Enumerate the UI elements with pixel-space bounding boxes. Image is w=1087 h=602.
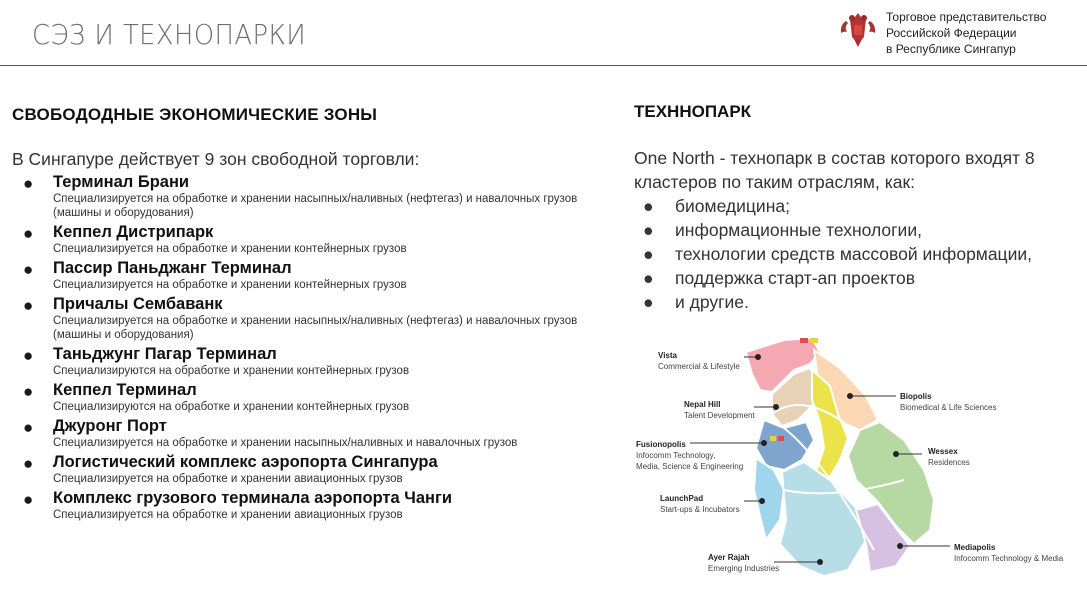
map-label-nepal: Nepal Hill [684,400,721,409]
bullet-icon: ● [23,174,34,193]
zone-name: Кеппел Терминал [53,381,197,399]
org-line-1: Торговое представительство [886,10,1047,24]
zone-desc: Специализируется на обработке и хранении насыпных/наливных (нефтегаз) и навалочных грузов (машины и оборудования) [53,193,578,219]
bullet-icon: ● [643,220,654,240]
building-icon [810,338,818,343]
zone-item [12,381,612,414]
page-title: СЭЗ И ТЕХНОПАРКИ [32,18,307,51]
bullet-icon: ● [643,244,654,264]
cluster-label: поддержка старт-ап проектов [675,268,915,288]
map-label-vista: Vista [658,351,677,360]
bullet-icon: ● [643,292,654,312]
zone-item [12,345,612,378]
bullet-icon: ● [23,382,34,401]
map-sub-mediapolis: Infocomm Technology & Media [954,554,1064,563]
zone-name: Пассир Паньджанг Терминал [53,259,292,277]
bullet-icon: ● [23,490,34,509]
zone-name: Логистический комплекс аэропорта Сингапура [53,453,438,471]
zone-desc: Специализируется на обработке и хранении насыпных/наливных (нефтегаз) и навалочных грузов (машины и оборудования) [53,315,578,341]
district-ayer [780,462,866,576]
zone-item [12,489,612,522]
district-launchpad [754,458,784,540]
technopark-intro: One North - технопарк в состав которого входят 8 кластеров по таким отраслям, как: [634,148,1035,192]
bullet-icon: ● [23,418,34,437]
cluster-item [634,266,1074,290]
map-sub-fusionopolis: Infocomm Technology, Media, Science & Engineering [636,451,744,471]
cluster-item [634,218,1074,242]
map-label-fusionopolis: Fusionopolis [636,440,686,449]
map-sub-wessex: Residences [928,458,970,467]
zone-desc: Специализируются на обработке и хранении контейнерных грузов [53,401,410,413]
map-label-launchpad: LaunchPad [660,494,704,503]
building-icon [770,436,776,441]
cluster-item [634,290,1074,314]
zone-name: Комплекс грузового терминала аэропорта Чанги [53,489,453,507]
zone-desc: Специализируется на обработке и хранении насыпных/наливных и навалочных грузов [53,437,518,449]
technopark-section [634,102,1074,314]
zone-item [12,295,612,342]
zone-name: Терминал Брани [53,173,190,191]
zone-item [12,417,612,450]
cluster-label: информационные технологии, [675,220,922,240]
zones-list [12,173,612,522]
map-sub-nepal: Talent Development [684,411,755,420]
zone-name: Причалы Сембаванк [53,295,223,313]
bullet-icon: ● [643,196,654,216]
free-zones-section [12,105,612,525]
map-sub-vista: Commercial & Lifestyle [658,362,740,371]
zone-name: Кеппел Дистрипарк [53,223,214,241]
free-zones-intro: В Сингапуре действует 9 зон свободной торговли: [12,149,420,169]
technopark-title: ТЕХННОПАРК [634,102,752,121]
cluster-item [634,242,1074,266]
map-label-wessex-title: Wessex [928,447,958,456]
map-label-ayer: Ayer Rajah [708,553,750,562]
map-sub-biopolis: Biomedical & Life Sciences [900,403,997,412]
cluster-label: биомедицина; [675,196,790,216]
zone-item [12,223,612,256]
zone-item [12,259,612,292]
bullet-icon: ● [23,454,34,473]
russian-emblem-icon [838,9,878,51]
bullet-icon: ● [23,260,34,279]
zone-desc: Специализируется на обработке и хранении авиационных грузов [53,473,403,485]
zone-desc: Специализируется на обработке и хранении авиационных грузов [53,509,403,521]
map-label-mediapolis: Mediapolis [954,543,996,552]
slide-header [0,0,1087,66]
zone-desc: Специализируется на обработке и хранении контейнерных грузов [53,243,407,255]
zone-name: Таньджунг Пагар Терминал [53,345,277,363]
zone-desc: Специализируются на обработке и хранении контейнерных грузов [53,365,410,377]
one-north-map [634,330,1074,580]
zone-item [12,453,612,486]
free-zones-title: СВОБОДОДНЫЕ ЭКОНОМИЧЕСКИЕ ЗОНЫ [12,105,378,124]
zone-desc: Специализируется на обработке и хранении контейнерных грузов [53,279,407,291]
bullet-icon: ● [23,346,34,365]
cluster-item [634,194,1074,218]
bullet-icon: ● [23,224,34,243]
map-districts [746,338,934,576]
cluster-label: технологии средств массовой информации, [675,244,1032,264]
zone-name: Джуронг Порт [53,417,167,435]
clusters-list [634,194,1074,314]
org-line-3: в Республике Сингапур [886,42,1016,56]
cluster-label: и другие. [675,292,749,312]
zone-item [12,173,612,220]
building-icon [800,338,808,343]
org-block [838,9,1046,57]
map-sub-launchpad: Start-ups & Incubators [660,505,740,514]
map-label-biopolis: Biopolis [900,392,932,401]
bullet-icon: ● [23,296,34,315]
building-icon [778,436,784,441]
bullet-icon: ● [643,268,654,288]
org-line-2: Российской Федерации [886,26,1017,40]
map-sub-ayer: Emerging Industries [708,564,780,573]
